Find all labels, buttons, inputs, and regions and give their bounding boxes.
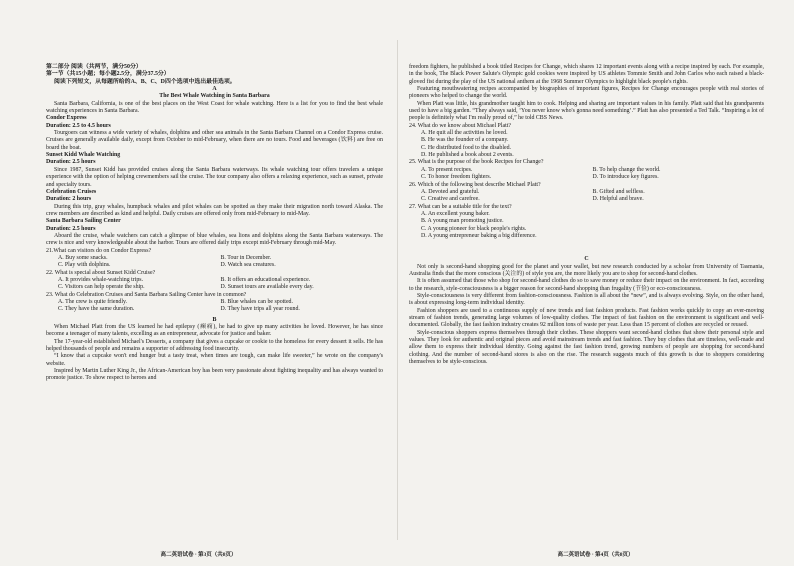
paragraph: Aboard the cruise, whale watchers can catch a glimpse of blue whales, sea lions and dolphins along the Santa Barbara waterways. The crew is nice and very knowledgeable about the harbor. Tours are offered daily trips except mid-February through mid-May.	[46, 232, 383, 247]
passage-letter: B	[212, 316, 217, 323]
option: B. He was the founder of a company.	[421, 137, 509, 144]
subsection-heading: 第一节（共15小题；每小题2.5分，满分37.5分）	[46, 71, 170, 78]
paragraph: Fashion shoppers are used to a continuous supply of new trends and fast fashion products. Fast fashion works quickly to copy an ever-moving stream of fashion trends, generating large volumes of low-quality clothes. The impact of fast fashion on the environment is significant and well-documented. Globally, the fast fashion industry creates 92 million tons of waste per year. Less than 15 percent of clothes are recycled or reused.	[409, 307, 764, 329]
subheading: Condor Express	[46, 115, 87, 122]
question: 26. Which of the following best describe Michael Platt?	[409, 181, 541, 188]
question: 21.What can visitors do on Condor Express?	[46, 247, 152, 254]
subheading: Santa Barbara Sailing Center	[46, 218, 121, 225]
section-heading: 第二部分 阅读（共两节，满分50分）	[46, 64, 142, 70]
question: 22. What is special about Sunset Kidd Cruise?	[46, 269, 156, 276]
options	[58, 299, 383, 314]
paragraph: Style-consciousness is very different from fashion-consciousness. Fashion is all about the “new”, and is always evolving. Style, on the other hand, is about expressing long-term individual identity.	[409, 292, 764, 307]
option: A. He quit all the activities he loved.	[421, 130, 508, 137]
option: D. Helpful and brave.	[592, 196, 644, 203]
subheading: Sunset Kidd Whale Watching	[46, 152, 121, 159]
question: 27. What can be a suitable title for the text?	[409, 203, 512, 210]
duration: Duration: 2.5 to 4.5 hours	[46, 122, 111, 129]
paragraph: When Michael Platt from the US learned he had epilepsy (癫痫), he had to give up many activities he loved. However, he has since become a teenager of many talents, excelling as an entrepreneur, advocate for justice and baker.	[46, 324, 383, 338]
option: C. They have the same duration.	[58, 306, 135, 313]
option: A. The crew is quite friendly.	[58, 299, 128, 305]
page-footer: 高二英语试卷 · 第3页（共8页）	[160, 552, 237, 558]
option: B. A young man promoting justice.	[421, 218, 504, 225]
option: B. Tour in December.	[220, 254, 272, 261]
paragraph: During this trip, gray whales, humpback whales and pilot whales can be spotted as they make their migration north toward Alaska. The crew members are described as kind and helpful. Daily cruises are offered only from mid-February to mid-May.	[46, 203, 383, 217]
option: C. To honor freedom fighters.	[421, 174, 492, 181]
option: A. To present recipes.	[421, 166, 473, 173]
option: B. It offers an educational experience.	[220, 276, 311, 283]
paragraph: freedom fighters, he published a book titled Recipes for Change, which shares 12 important events along with a recipe inspired by each. For example, in the book, The Black Power Salute's Olympic gold cookies were inspired by US athletes Tommie Smith and John Carlos who each raised a black-gloved fist during the play of the US national anthem at the 1968 Summer Olympics to highlight black people's rights.	[409, 64, 764, 85]
options	[58, 277, 383, 292]
paragraph: It is often assumed that those who shop for second-hand clothes do so to save money or reduce their impact on the environment. In fact, according to the research, style-consciousness is a bigger reason for second-hand shopping than frugality (节俭) or eco-consciousness.	[409, 278, 764, 292]
option: C. Creative and carefree.	[421, 196, 480, 203]
option: A. Devoted and grateful.	[421, 188, 480, 195]
paragraph: Since 1987, Sunset Kidd has provided cruises along the Santa Barbara waterways. Its whale watching tour offers travelers a unique experience with the option of helping crewmembers sail the cruise. The tour company also offers a relaxing experience, such as sunset, private and specialty tours.	[46, 166, 383, 188]
option: D. To introduce key figures.	[592, 174, 659, 181]
options	[421, 189, 764, 204]
option: D. Sunset tours are available every day.	[220, 284, 314, 291]
option: D. They have trips all year round.	[220, 306, 300, 313]
question: 24. What do we know about Michael Platt?	[409, 122, 511, 129]
options	[421, 167, 764, 182]
option: C. A young pioneer for black people's rights.	[421, 225, 527, 232]
option: C. Visitors can help operate the ship.	[58, 284, 145, 291]
option: A. An excellent young baker.	[421, 210, 490, 217]
paragraph: “I know that a cupcake won't end hunger but a tasty treat, when times are tough, can make life sweeter,” he wrote on the company's website.	[46, 353, 383, 367]
instructions: 阅读下列短文，从每题所给的A、B、C、D四个选项中选出最佳选项。	[54, 78, 236, 85]
duration: Duration: 2.5 hours	[46, 225, 96, 232]
option: B. Blue whales can be spotted.	[220, 299, 293, 305]
option: D. He published a book about 2 events.	[421, 152, 514, 159]
paragraph: The 17-year-old established Michael's Desserts, a company that gives a cupcake or cookie to the homeless for every dessert it sells. He has helped thousands of people and remains a supporter of addressing food insecurity.	[46, 338, 383, 353]
paragraph: Santa Barbara, California, is one of the best places on the West Coast for whale watching. Here is a list for you to find the best whale watching experiences in Santa Barbara.	[46, 100, 383, 115]
subheading: Celebration Cruises	[46, 188, 97, 195]
question: 23. What do Celebration Cruises and Santa Barbara Sailing Center have in common?	[46, 291, 247, 298]
duration: Duration: 2 hours	[46, 196, 92, 203]
option: C. He distributed food to the disabled.	[421, 144, 511, 151]
passage-title: The Best Whale Watching in Santa Barbara	[159, 93, 270, 100]
option: A. It provides whale-watching trips.	[58, 276, 144, 283]
duration: Duration: 2.5 hours	[46, 159, 96, 166]
option: A. Buy some snacks.	[58, 254, 108, 261]
passage-letter: A	[212, 86, 217, 93]
paragraph: Not only is second-hand shopping good for the planet and your wallet, but new research conducted by a scholar from University of Tasmania, Australia finds that the more conscious (关注的) of style you are, the more likely you are to shop for second-hand clothes.	[409, 263, 764, 277]
option: C. Play with dolphins.	[58, 262, 111, 269]
paragraph: Style-conscious shoppers express themselves through their clothes. These shoppers want second-hand clothes that show their personal style and values. They look for authentic and original pieces and avoid mainstream trends and fast fashion. They buy clothes that are timeless, well-made and allow them to express their individual identity. Going against the fast fashion trend, growing numbers of people are shopping for second-hand clothing. And the number of second-hand stores is also on the rise. The research suggests much of this growth is due to shoppers considering themselves to be style-conscious.	[409, 329, 764, 366]
right-page	[397, 0, 794, 566]
paragraph: Inspired by Martin Luther King Jr., the African-American boy has been very passionate about fighting inequality and has always wanted to promote justice. To show respect to heroes and	[46, 368, 383, 382]
options	[58, 255, 383, 270]
page-footer: 高二英语试卷 · 第4页（共8页）	[557, 552, 634, 558]
question: 25. What is the purpose of the book Recipes for Change?	[409, 159, 544, 166]
option: D. A young entrepreneur baking a big difference.	[421, 232, 537, 239]
option: D. Watch sea creatures.	[220, 262, 276, 269]
paragraph: Tourgoers can witness a wide variety of whales, dolphins and other sea animals in the Santa Barbara Channel on a Condor Express cruise. Cruises are generally available daily, except from October to mid-February, when there are no tours. Food and beverages (饮料) are free on board the boat.	[46, 130, 383, 151]
option: B. To help change the world.	[592, 166, 661, 173]
passage-letter: C	[584, 256, 589, 263]
option: B. Gifted and selfless.	[592, 188, 645, 195]
paragraph: When Platt was little, his grandmother taught him to cook. Helping and sharing are important values in his family. Platt said that his grandparents used to have a big garden. “They always said, ‘You never know who's gonna need something’.” Platt has also presented a Ted Talk. “Inspiring a lot of people is definitely what I'm really proud of,” he told CBS News.	[409, 100, 764, 122]
paragraph: Featuring mouthwatering recipes accompanied by biographies of important figures, Recipes for Change encourages people with real stories of pioneers who helped to change the world.	[409, 86, 764, 100]
